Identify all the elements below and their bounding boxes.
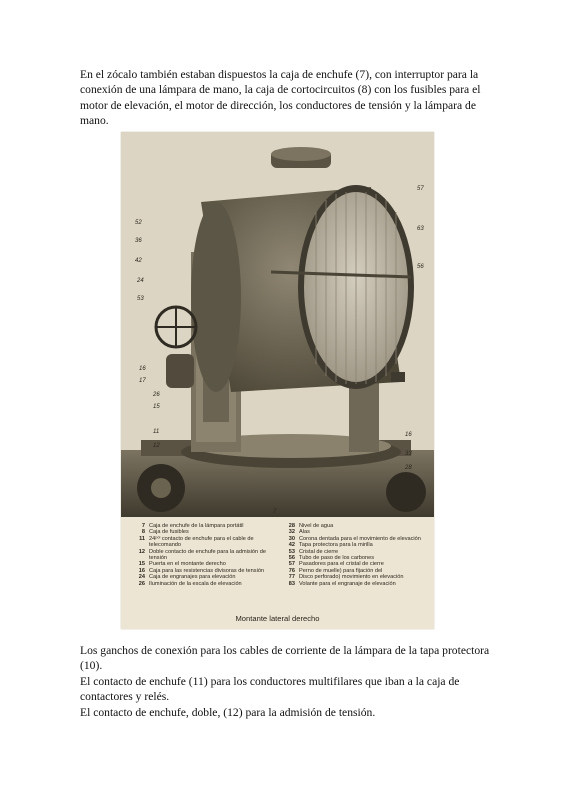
- legend-text: Disco perforado) movimiento en elevación: [299, 574, 404, 581]
- callout-label: 26: [153, 392, 160, 398]
- legend-text: 24ᵖᵒˡ contacto de enchufe para el cable de telecomando: [149, 535, 254, 549]
- legend-number: 12: [138, 548, 145, 555]
- callout-label: 36: [135, 238, 142, 244]
- callout-label: 63: [417, 226, 424, 232]
- legend-text: Caja de fusibles: [149, 529, 189, 536]
- legend-text: Tapa protectora para la mirilla: [299, 542, 373, 549]
- legend-number: 24: [138, 574, 145, 581]
- callout-label: 16: [139, 366, 146, 372]
- legend-text: Tubo de paso de los carbones: [299, 555, 375, 562]
- legend-text: Perno de muelle) para fijación del: [299, 567, 383, 574]
- legend-text: Caja para las resistencias divisoras de tensión: [149, 567, 265, 574]
- legend-text: Cristal de cierre: [299, 548, 339, 555]
- legend-text: Puerta en el montante derecho: [149, 561, 226, 568]
- callout-label: 24: [137, 278, 144, 284]
- legend-text: Iluminación de la escala de elevación: [149, 580, 242, 587]
- callout-label: 28: [405, 465, 412, 471]
- callout-label: 16: [405, 432, 412, 438]
- legend-number: 11: [139, 535, 145, 542]
- legend-number: 32: [288, 529, 295, 536]
- legend-number: 57: [288, 561, 295, 568]
- callout-label: 11: [153, 429, 160, 435]
- legend-column-left: [129, 523, 279, 587]
- legend-column-right: [279, 523, 429, 587]
- legend-entry: [129, 581, 279, 587]
- callout-label: 53: [137, 296, 144, 302]
- legend-number: 56: [288, 555, 295, 562]
- legend-text: Doble contacto de enchufe para la admisión de tensión: [149, 548, 266, 562]
- legend-number: 26: [138, 580, 145, 587]
- legend-number: 83: [288, 580, 295, 587]
- figure-plate: [121, 132, 434, 629]
- callout-label: 42: [135, 258, 142, 264]
- legend-entry: [129, 549, 279, 562]
- callout-label: 15: [153, 404, 160, 410]
- legend-number: 28: [288, 523, 295, 529]
- figure-caption: Montante lateral derecho: [235, 614, 320, 623]
- legend-text: Pasadores para el cristal de cierre: [299, 561, 384, 568]
- legend-number: 77: [288, 574, 295, 581]
- callout-label: 12: [153, 443, 160, 449]
- intro-paragraph: En el zócalo también estaban dispuestos la caja de enchufe (7), con interruptor para la conexión de una lámpara de mano, la caja de cortocircuitos (8) con los fusibles para el motor de elevación, el motor de dirección, los conductores de tensión y la lámpara de mano.: [80, 68, 481, 128]
- searchlight-photo: [121, 132, 434, 517]
- outro-line: El contacto de enchufe (11) para los conductores multifilares que iban a la caja de contactores y relés.: [80, 674, 460, 704]
- callout-label: 33: [405, 451, 412, 457]
- legend-text: Caja de engranajes para elevación: [149, 574, 236, 581]
- legend-number: 15: [138, 561, 145, 568]
- legend-number: 42: [288, 542, 295, 549]
- legend-text: Corona dentada para el movimiento de elevación: [299, 535, 421, 542]
- legend-number: 30: [288, 535, 295, 542]
- legend-number: 16: [138, 567, 145, 574]
- legend-entry: [279, 581, 429, 587]
- callout-label: 56: [417, 264, 424, 270]
- outro-line: El contacto de enchufe, doble, (12) para la admisión de tensión.: [80, 705, 376, 719]
- legend-text: Nivel de agua: [299, 523, 334, 529]
- legend-text: Volante para el engranaje de elevación: [299, 580, 396, 587]
- callout-label: 52: [135, 220, 142, 226]
- callout-label: 57: [417, 186, 424, 192]
- legend-number: 7: [141, 523, 145, 529]
- outro-paragraph: [80, 643, 500, 720]
- legend-number: 8: [141, 529, 145, 536]
- legend-number: 53: [288, 548, 295, 555]
- legend-text: Alas: [299, 529, 310, 536]
- legend-number: 76: [288, 567, 295, 574]
- legend-text: Caja de enchufe de la lámpara portátil: [149, 523, 244, 529]
- callout-label: 17: [139, 378, 146, 384]
- callout-label: 7: [273, 509, 277, 515]
- legend-entry: [129, 536, 279, 549]
- outro-line: Los ganchos de conexión para los cables de corriente de la lámpara de la tapa protectora (10).: [80, 644, 490, 673]
